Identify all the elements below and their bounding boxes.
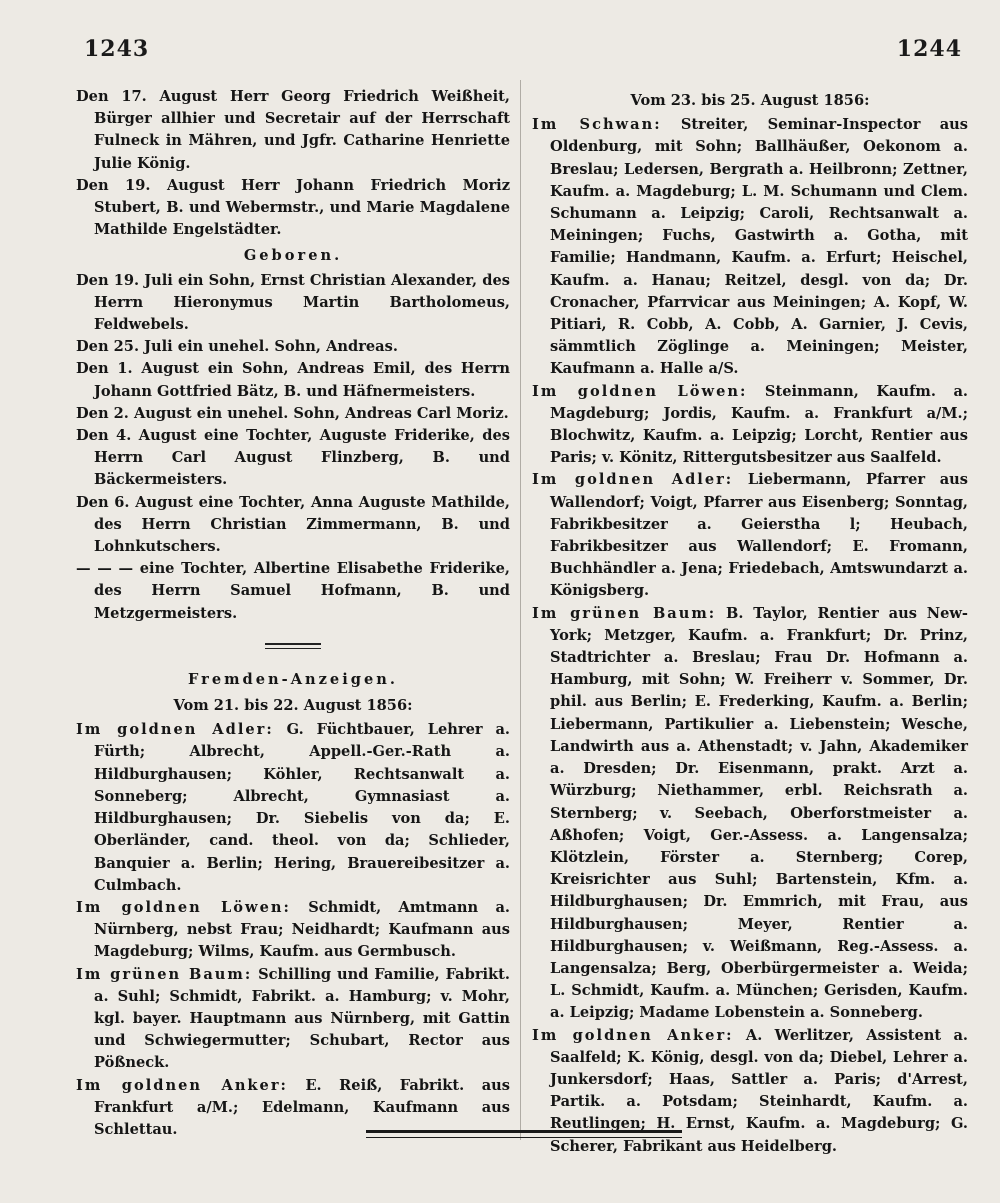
guest-list-text: Schmidt, Amtmann a. Nürnberg, nebst Frau; Neidhardt; Kaufmann aus Magdeburg; Wilms, Kaufm. aus Germbusch. xyxy=(94,898,510,961)
inn-name: Im goldnen Löwen: xyxy=(532,382,748,400)
inn-name: Im goldnen Adler: xyxy=(76,721,274,739)
inn-name: Im grünen Baum: xyxy=(532,604,717,622)
birth-entry: Den 25. Juli ein unehel. Sohn, Andreas. xyxy=(76,338,398,356)
guest-list-entry xyxy=(76,964,510,1075)
birth-entry: Den 4. August eine Tochter, Auguste Friderike, des Herrn Carl August Flinzberg, B. und Bäckermeisters. xyxy=(76,427,510,489)
birth-entry: — — — eine Tochter, Albertine Elisabethe Friderike, des Herrn Samuel Hofmann, B. und Metzgermeisters. xyxy=(76,560,510,622)
section-rule xyxy=(265,643,321,649)
date-range-heading: Vom 23. bis 25. August 1856: xyxy=(630,92,870,109)
guest-list-entry xyxy=(76,897,510,964)
guest-list-text: Steinmann, Kaufm. a. Magdeburg; Jordis, Kaufm. a. Frankfurt a/M.; Blochwitz, Kaufm. a. Leipzig; Lorcht, Rentier aus Paris; v. Könitz, Rittergutsbesitzer aus Saalfeld. xyxy=(550,382,968,467)
guest-list-text: Schilling und Familie, Fabrikt. a. Suhl; Schmidt, Fabrikt. a. Hamburg; v. Mohr, kgl. bayer. Hauptmann aus Nürnberg, mit Gattin und Schwiegermutter; Schubart, Rector aus Pößneck. xyxy=(94,965,510,1072)
guest-list-text: E. Reiß, Fabrikt. aus Frankfurt a/M.; Edelmann, Kaufmann aus Schlettau. xyxy=(94,1076,510,1138)
birth-entry: Den 6. August eine Tochter, Anna Auguste Mathilde, des Herrn Christian Zimmermann, B. und Lohnkutschers. xyxy=(76,493,510,556)
birth-entry: Den 19. Juli ein Sohn, Ernst Christian Alexander, des Herrn Hieronymus Martin Bartholomeus, Feldwebels. xyxy=(76,271,510,334)
guest-list-entry xyxy=(532,114,968,380)
births-heading: Geboren. xyxy=(243,247,343,265)
marriage-entry: Den 17. August Herr Georg Friedrich Weißheit, Bürger allhier und Secretair auf der Herrschaft Fulneck in Mähren, und Jgfr. Catharine Henriette Julie König. xyxy=(76,88,510,172)
strangers-heading: Fremden-Anzeigen. xyxy=(188,670,398,688)
left-column xyxy=(76,86,510,1141)
guest-list-text: A. Werlitzer, Assistent a. Saalfeld; K. König, desgl. von da; Diebel, Lehrer a. Junkersdorf; Haas, Sattler a. Paris; d'Arrest, Partik. a. Potsdam; Steinhardt, Kaufm. a. Reutlingen; H. Ernst, Kaufm. a. Magdeburg; G. Scherer, Fabrikant aus Heidelberg. xyxy=(550,1026,969,1155)
guest-list-entry xyxy=(76,719,510,897)
right-column xyxy=(532,86,968,1158)
guest-list-entry xyxy=(532,603,968,1025)
guest-list-text: B. Taylor, Rentier aus New-York; Metzger, Kaufm. a. Frankfurt; Dr. Prinz, Stadtrichter a. Breslau; Frau Dr. Hofmann a. Hamburg, mit Sohn; W. Freiherr v. Sommer, Dr. phil. aus Berlin; E. Frederking, Kaufm. a. Berlin; Liebermann, Partikulier a. Liebenstein; Wesche, Landwirth aus a. Athenstadt; v. Jahn, Akademiker a. Dresden; Dr. Eisenmann, prakt. Arzt a. Würzburg; Niethammer, erbl. Reichsrath a. Sternberg; v. Seebach, Oberforstmeister a. Aßhofen; Voigt, Ger.-Assess. a. Langensalza; Klötzlein, Förster a. Sternberg; Corep, Kreisrichter aus Suhl; Bartenstein, Kfm. a. Hildburghausen; Dr. Emmrich, mit Frau, aus Hildburghausen; Meyer, Rentier a. Hildburghausen; v. Weißmann, Reg.-Assess. a. Langensalza; Berg, Oberbürgermeister a. Weida; L. Schmidt, Kaufm. a. München; Gerisden, Kaufm. a. Leipzig; Madame Lobenstein a. Sonneberg. xyxy=(550,604,968,1022)
page-number-left: 1243 xyxy=(84,36,150,62)
inn-name: Im goldnen Anker: xyxy=(532,1026,734,1044)
column-divider xyxy=(520,80,521,1140)
guest-list-text: G. Füchtbauer, Lehrer a. Fürth; Albrecht, Appell.-Ger.-Rath a. Hildburghausen; Köhler, Rechtsanwalt a. Sonneberg; Albrecht, Gymnasiast a. Hildburghausen; Dr. Siebelis von da; E. Oberländer, cand. theol. von da; Schlieder, Banquier a. Berlin; Hering, Brauereibesitzer a. Culmbach. xyxy=(94,721,510,894)
guest-list-text: Liebermann, Pfarrer aus Wallendorf; Voigt, Pfarrer aus Eisenberg; Sonntag, Fabrikbesitzer a. Geierstha l; Heubach, Fabrikbesitzer aus Wallendorf; E. Fromann, Buchhändler a. Jena; Friedebach, Amtswundarzt a. Königsberg. xyxy=(550,471,968,600)
birth-entry: Den 2. August ein unehel. Sohn, Andreas Carl Moriz. xyxy=(76,404,509,422)
inn-name: Im Schwan: xyxy=(532,116,662,134)
inn-name: Im grünen Baum: xyxy=(76,965,253,983)
guest-list-entry xyxy=(532,469,968,602)
guest-list-entry xyxy=(532,381,968,470)
guest-list-text: Streiter, Seminar-Inspector aus Oldenburg, mit Sohn; Ballhäußer, Oekonom a. Breslau; Ledersen, Bergrath a. Heilbronn; Zettner, Kaufm. a. Magdeburg; L. M. Schumann und Clem. Schumann a. Leipzig; Caroli, Rechtsanwalt a. Meiningen; Fuchs, Gastwirth a. Gotha, mit Familie; Handmann, Kaufm. a. Erfurt; Heischel, Kaufm. a. Hanau; Reitzel, desgl. von da; Dr. Cronacher, Pfarrvicar aus Meiningen; A. Kopf, W. Pitiari, R. Cobb, A. Cobb, A. Garnier, J. Cevis, sämmtlich Zöglinge a. Meiningen; Meister, Kaufmann a. Halle a/S. xyxy=(550,116,968,378)
inn-name: Im goldnen Löwen: xyxy=(76,898,291,916)
marriage-entry: Den 19. August Herr Johann Friedrich Moriz Stubert, B. und Webermstr., und Marie Magdalene Mathilde Engelstädter. xyxy=(76,176,510,239)
inn-name: Im goldnen Anker: xyxy=(76,1076,288,1094)
page-number-right: 1244 xyxy=(896,36,962,62)
date-range-heading: Vom 21. bis 22. August 1856: xyxy=(173,697,413,715)
closing-rule xyxy=(366,1130,682,1138)
inn-name: Im goldnen Adler: xyxy=(532,471,734,489)
birth-entry: Den 1. August ein Sohn, Andreas Emil, des Herrn Johann Gottfried Bätz, B. und Häfnermeisters. xyxy=(76,360,510,400)
